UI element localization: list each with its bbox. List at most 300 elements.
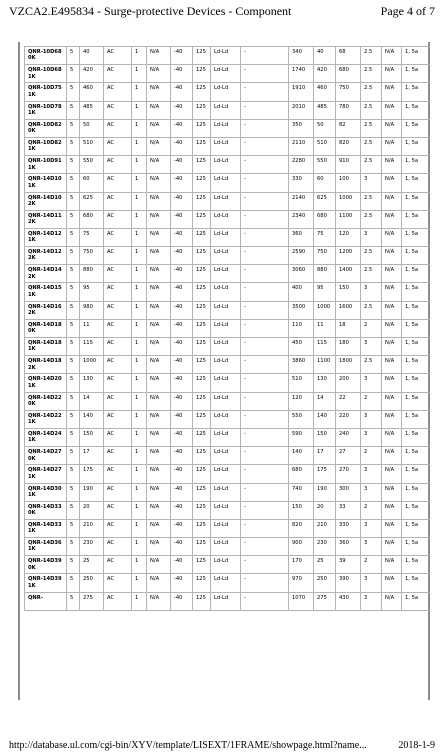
cell-col-10: - (241, 574, 289, 592)
cell-col-7: -40 (171, 65, 193, 83)
table-row (25, 137, 431, 155)
cell-col-12: 680 (314, 210, 336, 228)
cell-col-6: N/A (147, 483, 171, 501)
cell-col-4: AC (104, 83, 132, 101)
cell-col-16: 1, 5a (402, 356, 431, 374)
cell-col-13: 33 (336, 501, 361, 519)
cell-col-3: 750 (80, 247, 104, 265)
cell-col-11: 550 (289, 410, 314, 428)
cell-col-6: N/A (147, 574, 171, 592)
cell-col-10: - (241, 101, 289, 119)
cell-col-4: AC (104, 47, 132, 65)
cell-cat-no: QNR-10D820K (25, 119, 67, 137)
cell-col-12: 50 (314, 119, 336, 137)
cell-col-15: N/A (382, 356, 402, 374)
cell-col-15: N/A (382, 174, 402, 192)
cell-col-16: 1, 5a (402, 574, 431, 592)
cell-col-2: 5 (67, 392, 80, 410)
cell-col-2: 5 (67, 592, 80, 610)
cell-col-14: 2.5 (361, 247, 382, 265)
cell-col-12: 175 (314, 465, 336, 483)
cell-col-15: N/A (382, 265, 402, 283)
cell-col-16: 1, 5a (402, 174, 431, 192)
cell-col-16: 1, 5a (402, 65, 431, 83)
table-row (25, 101, 431, 119)
cell-col-7: -40 (171, 428, 193, 446)
cell-col-5: 1 (132, 101, 147, 119)
table-row (25, 410, 431, 428)
cell-cat-no: QNR-14D270K (25, 447, 67, 465)
cell-col-6: N/A (147, 447, 171, 465)
cell-col-8: 125 (193, 592, 211, 610)
cell-col-2: 5 (67, 410, 80, 428)
cell-col-7: -40 (171, 483, 193, 501)
cell-col-12: 140 (314, 410, 336, 428)
cell-col-9: Ld-Ld (211, 374, 241, 392)
cell-col-8: 125 (193, 447, 211, 465)
cell-col-13: 22 (336, 392, 361, 410)
cell-col-10: - (241, 374, 289, 392)
cell-col-11: 740 (289, 483, 314, 501)
cell-col-11: 1740 (289, 65, 314, 83)
cell-col-8: 125 (193, 338, 211, 356)
cell-col-3: 250 (80, 574, 104, 592)
cell-col-11: 820 (289, 519, 314, 537)
print-footer (9, 740, 435, 752)
cell-col-4: AC (104, 392, 132, 410)
cell-col-2: 5 (67, 192, 80, 210)
cell-col-7: -40 (171, 283, 193, 301)
cell-col-15: N/A (382, 210, 402, 228)
cell-col-6: N/A (147, 228, 171, 246)
cell-col-6: N/A (147, 338, 171, 356)
cell-col-13: 750 (336, 83, 361, 101)
table-row (25, 574, 431, 592)
cell-col-12: 20 (314, 501, 336, 519)
cell-col-5: 1 (132, 65, 147, 83)
cell-col-11: 170 (289, 556, 314, 574)
cell-col-9: Ld-Ld (211, 192, 241, 210)
cell-col-14: 2 (361, 556, 382, 574)
cell-col-2: 5 (67, 301, 80, 319)
cell-cat-no: QNR-14D151K (25, 283, 67, 301)
cell-col-5: 1 (132, 356, 147, 374)
cell-col-16: 1, 5a (402, 465, 431, 483)
cell-col-11: 3500 (289, 301, 314, 319)
cell-col-3: 60 (80, 174, 104, 192)
cell-col-6: N/A (147, 192, 171, 210)
cell-col-2: 5 (67, 574, 80, 592)
cell-cat-no: QNR-14D102K (25, 192, 67, 210)
cell-col-11: 450 (289, 338, 314, 356)
cell-col-3: 625 (80, 192, 104, 210)
cell-col-8: 125 (193, 465, 211, 483)
cell-col-10: - (241, 192, 289, 210)
table-row (25, 228, 431, 246)
cell-col-3: 130 (80, 374, 104, 392)
cell-col-6: N/A (147, 301, 171, 319)
cell-col-8: 125 (193, 356, 211, 374)
cell-col-13: 1100 (336, 210, 361, 228)
cell-col-13: 680 (336, 65, 361, 83)
cell-col-13: 1600 (336, 301, 361, 319)
cell-col-10: - (241, 65, 289, 83)
cell-col-14: 3 (361, 410, 382, 428)
cell-col-13: 82 (336, 119, 361, 137)
cell-col-2: 5 (67, 83, 80, 101)
cell-col-16: 1, 5a (402, 338, 431, 356)
cell-col-7: -40 (171, 137, 193, 155)
cell-col-15: N/A (382, 428, 402, 446)
cell-col-11: 2140 (289, 192, 314, 210)
cell-col-3: 210 (80, 519, 104, 537)
cell-col-5: 1 (132, 265, 147, 283)
cell-col-9: Ld-Ld (211, 65, 241, 83)
cell-cat-no: QNR-14D221K (25, 410, 67, 428)
cell-col-9: Ld-Ld (211, 519, 241, 537)
cell-col-7: -40 (171, 319, 193, 337)
cell-col-8: 125 (193, 538, 211, 556)
cell-cat-no: QNR-10D821K (25, 137, 67, 155)
cell-col-12: 880 (314, 265, 336, 283)
cell-col-7: -40 (171, 156, 193, 174)
table-row (25, 301, 431, 319)
cell-col-11: 970 (289, 574, 314, 592)
cell-col-7: -40 (171, 210, 193, 228)
cell-col-12: 485 (314, 101, 336, 119)
cell-col-4: AC (104, 574, 132, 592)
cell-col-5: 1 (132, 374, 147, 392)
cell-col-14: 2.5 (361, 192, 382, 210)
cell-col-12: 115 (314, 338, 336, 356)
cell-col-5: 1 (132, 156, 147, 174)
cell-col-2: 5 (67, 265, 80, 283)
cell-col-14: 3 (361, 519, 382, 537)
cell-col-9: Ld-Ld (211, 174, 241, 192)
cell-col-4: AC (104, 410, 132, 428)
cell-col-6: N/A (147, 283, 171, 301)
table-body (25, 47, 431, 611)
cell-col-4: AC (104, 592, 132, 610)
cell-col-5: 1 (132, 210, 147, 228)
cell-col-5: 1 (132, 83, 147, 101)
cell-col-13: 910 (336, 156, 361, 174)
cell-col-12: 1000 (314, 301, 336, 319)
cell-col-10: - (241, 47, 289, 65)
cell-col-14: 2.5 (361, 83, 382, 101)
cell-col-8: 125 (193, 483, 211, 501)
table-row (25, 83, 431, 101)
cell-col-4: AC (104, 137, 132, 155)
cell-col-5: 1 (132, 428, 147, 446)
cell-col-2: 5 (67, 338, 80, 356)
cell-col-9: Ld-Ld (211, 428, 241, 446)
cell-col-3: 550 (80, 156, 104, 174)
cell-col-11: 360 (289, 228, 314, 246)
cell-col-9: Ld-Ld (211, 410, 241, 428)
cell-col-5: 1 (132, 319, 147, 337)
cell-col-12: 230 (314, 538, 336, 556)
cell-col-2: 5 (67, 283, 80, 301)
cell-col-10: - (241, 319, 289, 337)
cell-cat-no: QNR-14D391K (25, 574, 67, 592)
cell-col-15: N/A (382, 319, 402, 337)
cell-col-7: -40 (171, 192, 193, 210)
cell-col-14: 3 (361, 574, 382, 592)
cell-col-8: 125 (193, 265, 211, 283)
cell-col-2: 5 (67, 428, 80, 446)
cell-col-16: 1, 5a (402, 210, 431, 228)
cell-col-9: Ld-Ld (211, 356, 241, 374)
cell-col-2: 5 (67, 519, 80, 537)
cell-col-12: 60 (314, 174, 336, 192)
cell-col-6: N/A (147, 519, 171, 537)
cell-cat-no: QNR-14D181K (25, 338, 67, 356)
cell-col-6: N/A (147, 83, 171, 101)
cell-col-15: N/A (382, 538, 402, 556)
cell-col-4: AC (104, 247, 132, 265)
cell-col-6: N/A (147, 210, 171, 228)
cell-col-7: -40 (171, 265, 193, 283)
cell-col-11: 1910 (289, 83, 314, 101)
cell-col-7: -40 (171, 465, 193, 483)
cell-col-10: - (241, 538, 289, 556)
table-row (25, 65, 431, 83)
cell-col-10: - (241, 410, 289, 428)
cell-col-4: AC (104, 374, 132, 392)
table-row (25, 501, 431, 519)
table-row (25, 338, 431, 356)
cell-col-5: 1 (132, 47, 147, 65)
cell-col-15: N/A (382, 501, 402, 519)
cell-col-14: 2.5 (361, 301, 382, 319)
cell-col-3: 485 (80, 101, 104, 119)
cell-col-16: 1, 5a (402, 501, 431, 519)
cell-col-5: 1 (132, 119, 147, 137)
cell-col-7: -40 (171, 556, 193, 574)
cell-col-3: 11 (80, 319, 104, 337)
cell-col-7: -40 (171, 410, 193, 428)
table-row (25, 392, 431, 410)
cell-col-9: Ld-Ld (211, 465, 241, 483)
cell-col-14: 3 (361, 338, 382, 356)
cell-col-16: 1, 5a (402, 519, 431, 537)
cell-col-2: 5 (67, 101, 80, 119)
cell-cat-no: QNR-14D112K (25, 210, 67, 228)
cell-col-6: N/A (147, 247, 171, 265)
cell-col-15: N/A (382, 47, 402, 65)
cell-col-10: - (241, 465, 289, 483)
table-row (25, 428, 431, 446)
cell-col-5: 1 (132, 283, 147, 301)
cell-col-11: 2590 (289, 247, 314, 265)
cell-col-4: AC (104, 210, 132, 228)
cell-col-16: 1, 5a (402, 592, 431, 610)
cell-col-13: 240 (336, 428, 361, 446)
cell-col-4: AC (104, 283, 132, 301)
cell-col-2: 5 (67, 538, 80, 556)
cell-col-13: 220 (336, 410, 361, 428)
cell-col-11: 1070 (289, 592, 314, 610)
cell-col-11: 2010 (289, 101, 314, 119)
cell-col-14: 3 (361, 428, 382, 446)
cell-col-6: N/A (147, 101, 171, 119)
cell-col-10: - (241, 156, 289, 174)
cell-col-9: Ld-Ld (211, 101, 241, 119)
cell-col-13: 68 (336, 47, 361, 65)
cell-col-9: Ld-Ld (211, 210, 241, 228)
cell-col-16: 1, 5a (402, 538, 431, 556)
cell-col-10: - (241, 247, 289, 265)
cell-col-6: N/A (147, 410, 171, 428)
page-url: http://database.ul.com/cgi-bin/XYV/template/LISEXT/1FRAME/showpage.html?name... (9, 740, 367, 751)
cell-col-8: 125 (193, 501, 211, 519)
cell-col-9: Ld-Ld (211, 483, 241, 501)
cell-col-16: 1, 5a (402, 47, 431, 65)
cell-col-6: N/A (147, 538, 171, 556)
cell-cat-no: QNR-14D121K (25, 228, 67, 246)
cell-col-2: 5 (67, 374, 80, 392)
cell-cat-no: QNR-14D220K (25, 392, 67, 410)
cell-col-3: 460 (80, 83, 104, 101)
cell-col-10: - (241, 392, 289, 410)
table-row (25, 210, 431, 228)
cell-col-4: AC (104, 338, 132, 356)
cell-col-13: 360 (336, 538, 361, 556)
cell-col-2: 5 (67, 156, 80, 174)
cell-col-8: 125 (193, 192, 211, 210)
cell-col-12: 40 (314, 47, 336, 65)
cell-col-16: 1, 5a (402, 447, 431, 465)
cell-cat-no: QNR-10D681K (25, 65, 67, 83)
cell-col-9: Ld-Ld (211, 319, 241, 337)
cell-col-10: - (241, 265, 289, 283)
cell-col-16: 1, 5a (402, 192, 431, 210)
cell-col-12: 625 (314, 192, 336, 210)
cell-col-5: 1 (132, 301, 147, 319)
cell-col-11: 120 (289, 392, 314, 410)
cell-col-8: 125 (193, 174, 211, 192)
cell-col-3: 50 (80, 119, 104, 137)
cell-col-12: 420 (314, 65, 336, 83)
cell-col-8: 125 (193, 47, 211, 65)
table-row (25, 47, 431, 65)
cell-col-9: Ld-Ld (211, 447, 241, 465)
cell-col-15: N/A (382, 519, 402, 537)
cell-col-10: - (241, 137, 289, 155)
cell-col-13: 1200 (336, 247, 361, 265)
cell-col-10: - (241, 447, 289, 465)
cell-col-8: 125 (193, 65, 211, 83)
cell-col-10: - (241, 501, 289, 519)
cell-col-10: - (241, 428, 289, 446)
cell-col-14: 3 (361, 283, 382, 301)
cell-col-11: 110 (289, 319, 314, 337)
cell-col-13: 39 (336, 556, 361, 574)
frame-left-rule (18, 42, 20, 700)
table-row (25, 519, 431, 537)
cell-col-2: 5 (67, 65, 80, 83)
cell-col-14: 2 (361, 447, 382, 465)
cell-col-15: N/A (382, 228, 402, 246)
cell-col-7: -40 (171, 447, 193, 465)
cell-col-16: 1, 5a (402, 137, 431, 155)
cell-col-4: AC (104, 556, 132, 574)
cell-col-16: 1, 5a (402, 228, 431, 246)
cell-col-2: 5 (67, 47, 80, 65)
cell-col-10: - (241, 228, 289, 246)
cell-cat-no: QNR-14D331K (25, 519, 67, 537)
cell-col-7: -40 (171, 519, 193, 537)
cell-col-5: 1 (132, 392, 147, 410)
cell-col-16: 1, 5a (402, 283, 431, 301)
cell-col-2: 5 (67, 483, 80, 501)
cell-col-7: -40 (171, 247, 193, 265)
cell-col-7: -40 (171, 174, 193, 192)
cell-col-14: 3 (361, 538, 382, 556)
cell-col-9: Ld-Ld (211, 301, 241, 319)
cell-col-2: 5 (67, 356, 80, 374)
cell-col-13: 100 (336, 174, 361, 192)
cell-col-3: 75 (80, 228, 104, 246)
cell-col-15: N/A (382, 65, 402, 83)
cell-col-11: 150 (289, 501, 314, 519)
cell-col-12: 95 (314, 283, 336, 301)
cell-col-9: Ld-Ld (211, 265, 241, 283)
cell-col-6: N/A (147, 501, 171, 519)
cell-col-4: AC (104, 156, 132, 174)
cell-col-9: Ld-Ld (211, 156, 241, 174)
cell-col-13: 1400 (336, 265, 361, 283)
cell-col-2: 5 (67, 501, 80, 519)
cell-col-13: 200 (336, 374, 361, 392)
cell-col-7: -40 (171, 501, 193, 519)
cell-col-8: 125 (193, 101, 211, 119)
cell-col-3: 420 (80, 65, 104, 83)
cell-col-14: 2 (361, 392, 382, 410)
cell-col-14: 2.5 (361, 210, 382, 228)
cell-col-14: 3 (361, 483, 382, 501)
cell-col-3: 175 (80, 465, 104, 483)
table-row (25, 447, 431, 465)
cell-col-5: 1 (132, 137, 147, 155)
cell-col-12: 550 (314, 156, 336, 174)
cell-col-4: AC (104, 265, 132, 283)
cell-col-7: -40 (171, 538, 193, 556)
cell-col-3: 190 (80, 483, 104, 501)
cell-col-5: 1 (132, 247, 147, 265)
cell-col-3: 980 (80, 301, 104, 319)
cell-col-4: AC (104, 447, 132, 465)
cell-col-12: 510 (314, 137, 336, 155)
cell-col-15: N/A (382, 447, 402, 465)
cell-col-5: 1 (132, 338, 147, 356)
cell-cat-no: QNR-10D911K (25, 156, 67, 174)
cell-col-6: N/A (147, 174, 171, 192)
cell-col-2: 5 (67, 119, 80, 137)
cell-col-5: 1 (132, 192, 147, 210)
print-header (9, 4, 435, 18)
cell-col-9: Ld-Ld (211, 137, 241, 155)
cell-col-14: 2.5 (361, 356, 382, 374)
cell-col-7: -40 (171, 356, 193, 374)
cell-col-12: 1100 (314, 356, 336, 374)
cell-col-10: - (241, 519, 289, 537)
document-title: VZCA2.E495834 - Surge-protective Devices - Component (9, 4, 292, 18)
cell-col-7: -40 (171, 301, 193, 319)
cell-col-12: 150 (314, 428, 336, 446)
cell-col-13: 27 (336, 447, 361, 465)
